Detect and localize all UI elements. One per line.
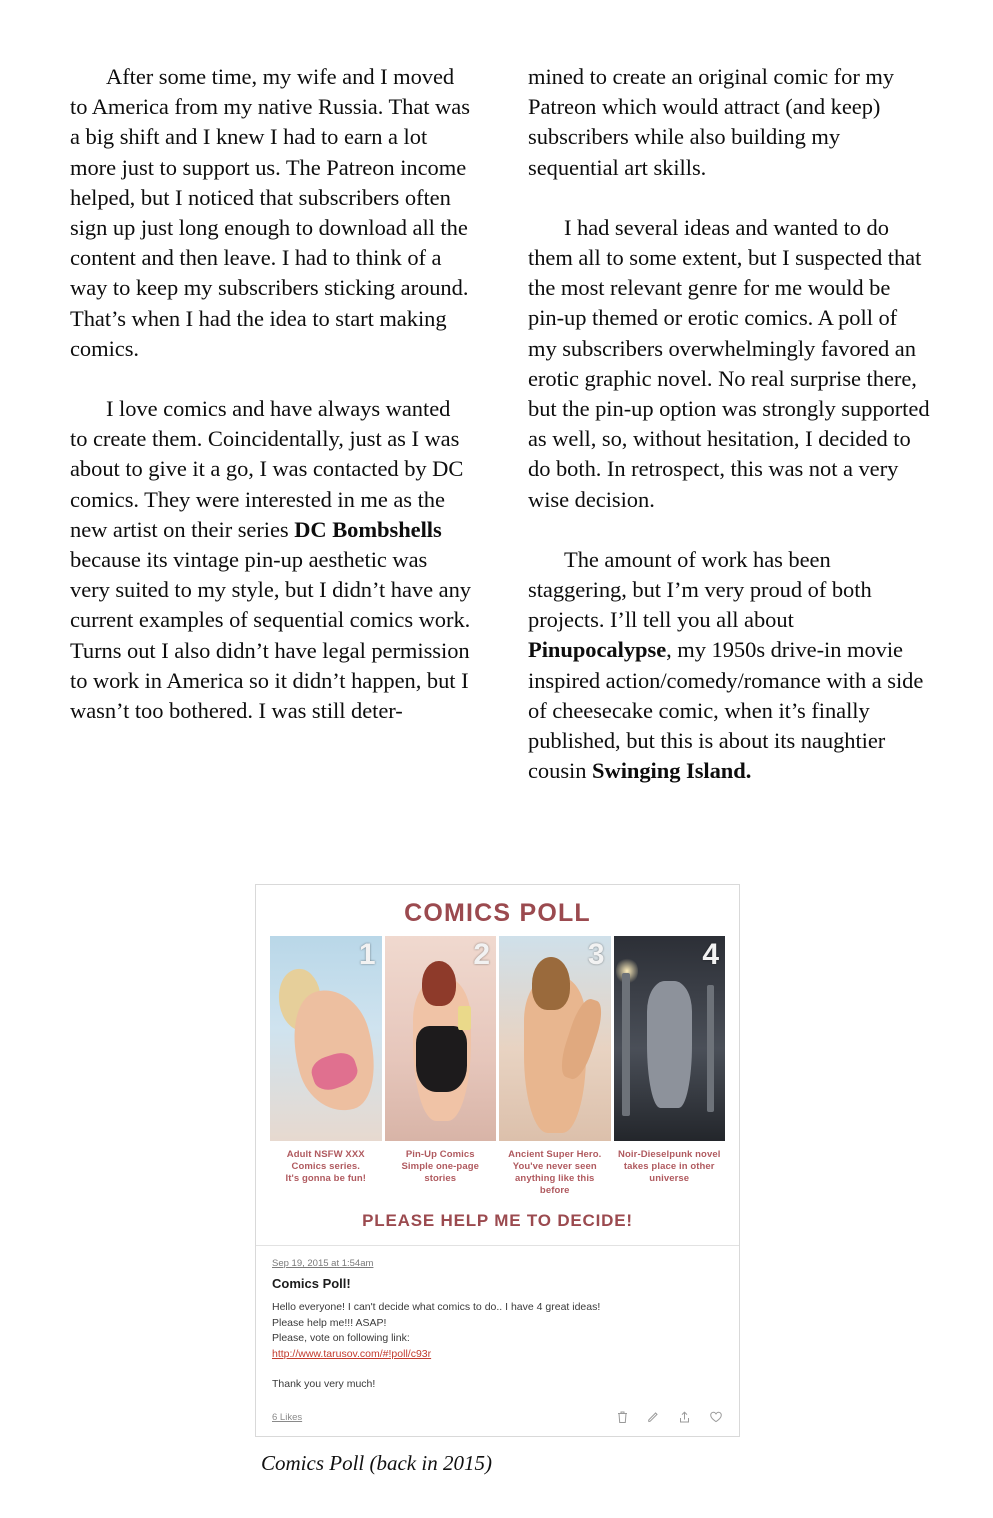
post-actions — [616, 1410, 723, 1424]
poll-post — [256, 1245, 739, 1400]
post-line-1: Hello everyone! I can't decide what comics to do.. I have 4 great ideas! — [272, 1301, 601, 1313]
poll-panels — [256, 936, 739, 1141]
poll-title: COMICS POLL — [404, 899, 591, 927]
comics-poll-image — [255, 884, 740, 1437]
panel-caption: Adult NSFW XXX Comics series. It's gonna be fun! — [285, 1149, 367, 1184]
panel-number: 2 — [473, 938, 490, 971]
poll-panel-3 — [499, 936, 611, 1141]
panel-caption: Pin-Up Comics Simple one-page stories — [401, 1149, 479, 1184]
left-column — [70, 62, 472, 786]
poll-panel-4 — [614, 936, 726, 1141]
panel-caption: Ancient Super Hero. You've never seen anything like this before — [508, 1149, 602, 1196]
text-run: , my 1950s drive-in movie inspired action/comedy/romance with a side of cheesecake comic, when it’s finally published, but this is about its naughtier cousin — [528, 637, 924, 784]
text-run: I had several ideas and wanted to do them all to some extent, but I suspected that the most relevant genre for me would be pin-up themed or erotic comics. A poll of my subscribers overwhelmingly favored an erotic graphic novel. No real surprise there, but the pin-up option was strongly supported as well, so, without hesitation, I decided to do both. In retrospect, this was not a very wise decision. — [528, 214, 930, 512]
panel-caption: Noir-Dieselpunk novel takes place in other universe — [618, 1149, 721, 1184]
panel-number: 1 — [358, 938, 376, 971]
trash-icon[interactable] — [616, 1410, 629, 1424]
poll-panel-2 — [385, 936, 497, 1141]
bold-text: DC Bombshells — [294, 516, 442, 542]
share-icon[interactable] — [678, 1410, 691, 1424]
post-footer — [256, 1400, 739, 1436]
text-run: I love comics and have always wanted to create them. Coincidentally, just as I was about to give it a go, I was contacted by DC comics. They were interested in me as the new artist on their series — [70, 396, 464, 542]
paragraph — [70, 394, 472, 726]
bold-text: Swinging Island. — [592, 758, 752, 784]
text-run: mined to create an original comic for my Patreon which would attract (and keep) subscribers while also building my sequential art skills. — [528, 64, 894, 180]
text-run: The amount of work has been staggering, but I’m very proud of both projects. I’ll tell you all about — [528, 546, 872, 633]
poll-call-to-action: PLEASE HELP ME TO DECIDE! — [362, 1211, 633, 1230]
paragraph — [528, 62, 930, 183]
street-lamp-icon — [707, 985, 714, 1112]
paragraph — [70, 62, 472, 364]
post-thanks: Thank you very much! — [272, 1378, 376, 1390]
panel-number: 4 — [702, 938, 719, 971]
figure-cup — [458, 1006, 471, 1031]
pencil-icon[interactable] — [647, 1410, 660, 1424]
paragraph — [528, 545, 930, 787]
post-line-3: Please, vote on following link: — [272, 1332, 410, 1344]
post-timestamp: Sep 19, 2015 at 1:54am — [272, 1258, 374, 1269]
panel-number: 3 — [587, 938, 605, 971]
heart-icon[interactable] — [709, 1410, 723, 1424]
figure-body — [647, 981, 692, 1108]
two-column-body — [70, 62, 930, 786]
figure-hair — [532, 957, 570, 1010]
text-run: because its vintage pin-up aesthetic was very suited to my style, but I didn’t have any current examples of sequential comics work. Turns out I also didn’t have legal permission to work in America so it didn’t happen, but I wasn’t too bothered. I was still deter- — [70, 547, 471, 724]
figure — [255, 884, 740, 1476]
post-line-2: Please help me!!! ASAP! — [272, 1316, 387, 1329]
right-column — [528, 62, 930, 786]
street-lamp-icon — [622, 973, 630, 1117]
figure-caption: Comics Poll (back in 2015) — [261, 1451, 492, 1475]
post-title: Comics Poll! — [272, 1276, 351, 1291]
poll-panel-1 — [270, 936, 382, 1141]
figure-hair — [422, 961, 455, 1006]
figure-clothing — [416, 1026, 467, 1092]
text-run: After some time, my wife and I moved to America from my native Russia. That was a big shift and I knew I had to earn a lot more just to support us. The Patreon income helped, but I noticed that subscribers often sign up just long enough to download all the content and then leave. I had to think of a way to keep my subscribers sticking around. That’s when I had the idea to start making comics. — [70, 64, 470, 361]
paragraph — [528, 213, 930, 515]
likes-count[interactable]: 6 Likes — [272, 1411, 303, 1423]
bold-text: Pinupocalypse — [528, 637, 667, 663]
poll-panel-captions — [256, 1141, 739, 1201]
post-link[interactable]: http://www.tarusov.com/#!poll/c93r — [272, 1347, 432, 1360]
